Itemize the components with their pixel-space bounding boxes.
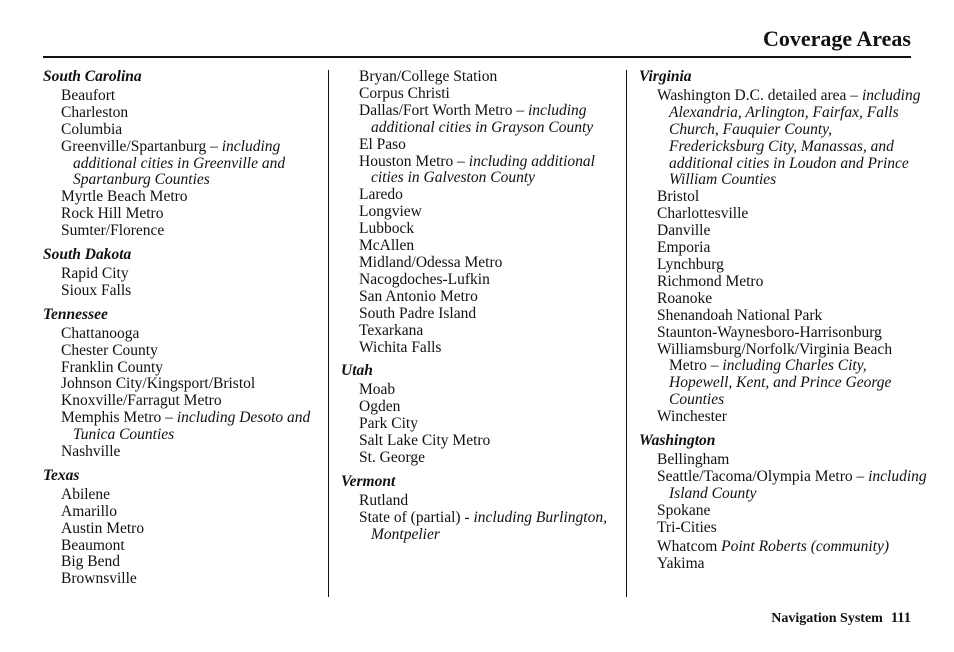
city-entry	[341, 238, 626, 255]
city-entry	[639, 274, 929, 291]
city-name: Moab	[359, 381, 396, 399]
city-entry	[341, 493, 626, 510]
city-entry	[341, 450, 626, 467]
city-name: Park City	[359, 415, 418, 433]
city-entry	[43, 538, 323, 555]
coverage-column-1	[43, 69, 323, 588]
city-entry	[43, 88, 323, 105]
column-divider	[626, 70, 627, 597]
city-name: Big Bend	[61, 553, 120, 571]
city-name: Bryan/College Station	[359, 68, 498, 85]
state-heading: Vermont	[341, 472, 396, 490]
city-entry	[341, 137, 626, 154]
city-name: Washington D.C. detailed area –	[657, 86, 862, 104]
city-entry	[639, 503, 929, 520]
city-entry	[341, 255, 626, 272]
city-entry	[341, 289, 626, 306]
city-entry	[43, 571, 323, 588]
city-entry	[341, 306, 626, 323]
state-heading: Tennessee	[43, 305, 108, 323]
coverage-note: including additional cities in Grayson County	[371, 101, 594, 136]
city-name: Lynchburg	[657, 255, 724, 273]
state-heading: Virginia	[639, 68, 692, 85]
city-entry	[639, 88, 929, 189]
city-name: Columbia	[61, 120, 123, 138]
city-name: Laredo	[359, 186, 403, 204]
city-name: Charlottesville	[657, 205, 749, 223]
city-name: Spokane	[657, 501, 711, 519]
city-name: Seattle/Tacoma/Olympia Metro –	[657, 467, 869, 485]
city-entry	[639, 325, 929, 342]
city-entry	[43, 444, 323, 461]
city-entry	[341, 340, 626, 357]
city-name: San Antonio Metro	[359, 287, 478, 305]
city-entry	[341, 69, 626, 86]
city-entry	[639, 206, 929, 223]
coverage-note: including Desoto and Tunica Counties	[73, 409, 311, 444]
city-name: Staunton-Waynesboro-Harrisonburg	[657, 323, 882, 341]
city-entry	[43, 189, 323, 206]
state-heading: Texas	[43, 466, 80, 484]
city-entry	[43, 410, 323, 444]
column-divider	[328, 70, 329, 597]
city-name: Midland/Odessa Metro	[359, 253, 503, 271]
city-entry	[341, 272, 626, 289]
coverage-note: including Island County	[669, 467, 927, 502]
state-section	[639, 69, 929, 426]
city-name: Memphis Metro –	[61, 409, 177, 427]
city-name: Abilene	[61, 485, 111, 503]
city-name: Austin Metro	[61, 519, 145, 537]
coverage-note: including additional cities in Greenville and Spartanburg Counties	[73, 137, 286, 189]
city-entry	[43, 326, 323, 343]
state-section	[639, 433, 929, 573]
city-name: Johnson City/Kingsport/Bristol	[61, 375, 256, 393]
city-entry	[639, 469, 929, 503]
coverage-note: including Burlington, Montpelier	[371, 508, 607, 543]
state-section	[43, 69, 323, 240]
city-entry	[43, 105, 323, 122]
city-entry	[341, 382, 626, 399]
city-entry	[43, 343, 323, 360]
city-entry	[341, 154, 626, 188]
city-entry	[43, 554, 323, 571]
city-name: Texarkana	[359, 321, 424, 339]
city-entry	[43, 521, 323, 538]
city-name: Chattanooga	[61, 324, 140, 342]
state-section	[43, 307, 323, 461]
city-name: Sioux Falls	[61, 281, 132, 299]
coverage-note: Point Roberts (community)	[721, 538, 890, 556]
city-entry	[341, 187, 626, 204]
city-entry	[43, 487, 323, 504]
city-name: Bellingham	[657, 450, 730, 468]
city-entry	[341, 204, 626, 221]
city-entry	[341, 221, 626, 238]
city-name: Salt Lake City Metro	[359, 432, 491, 450]
city-name: Amarillo	[61, 502, 117, 520]
city-name: Rock Hill Metro	[61, 205, 164, 223]
city-name: Tri-Cities	[657, 518, 717, 536]
city-name: Franklin County	[61, 358, 164, 376]
state-section	[43, 247, 323, 300]
city-name: Shenandoah National Park	[657, 306, 823, 324]
city-entry	[639, 308, 929, 325]
city-entry	[341, 399, 626, 416]
city-entry	[341, 510, 626, 544]
city-name: Ogden	[359, 398, 401, 416]
city-name: Rutland	[359, 491, 409, 509]
coverage-column-2	[341, 69, 626, 543]
city-entry	[341, 103, 626, 137]
state-heading: Utah	[341, 362, 373, 380]
city-name: Yakima	[657, 555, 705, 573]
city-entry	[43, 266, 323, 283]
state-heading: South Carolina	[43, 68, 142, 85]
city-entry	[639, 291, 929, 308]
city-name: Williamsburg/Norfolk/Virginia Beach Metro –	[657, 340, 893, 375]
city-entry	[341, 416, 626, 433]
city-entry	[639, 409, 929, 426]
city-entry	[43, 206, 323, 223]
coverage-note: including additional cities in Galveston County	[371, 152, 595, 187]
city-entry	[639, 539, 929, 556]
city-entry	[341, 323, 626, 340]
city-name: Charleston	[61, 103, 129, 121]
city-name: Nacogdoches-Lufkin	[359, 270, 490, 288]
city-name: Chester County	[61, 341, 158, 359]
city-entry	[639, 342, 929, 410]
city-name: Greenville/Spartanburg –	[61, 137, 222, 155]
city-name: McAllen	[359, 237, 415, 255]
footer-label: Navigation System	[771, 611, 883, 626]
city-entry	[43, 122, 323, 139]
state-heading: South Dakota	[43, 246, 132, 264]
state-section	[341, 69, 626, 356]
city-entry	[639, 556, 929, 573]
city-entry	[43, 360, 323, 377]
city-name: Sumter/Florence	[61, 222, 165, 240]
city-entry	[43, 393, 323, 410]
city-name: Emporia	[657, 239, 711, 257]
city-entry	[43, 283, 323, 300]
city-entry	[43, 223, 323, 240]
header-rule	[43, 56, 911, 58]
city-entry	[639, 223, 929, 240]
city-name: Myrtle Beach Metro	[61, 188, 188, 206]
city-entry	[43, 504, 323, 521]
city-name: Longview	[359, 203, 422, 221]
city-entry	[639, 520, 929, 537]
coverage-column-3	[639, 69, 929, 573]
city-entry	[639, 240, 929, 257]
state-section	[43, 468, 323, 588]
page-title: Coverage Areas	[762, 26, 911, 51]
city-name: State of (partial) -	[359, 508, 474, 526]
state-heading: Washington	[639, 432, 716, 450]
city-entry	[43, 139, 323, 190]
city-entry	[341, 433, 626, 450]
city-name: Danville	[657, 222, 711, 240]
state-section	[341, 474, 626, 544]
city-name: Brownsville	[61, 570, 137, 588]
city-name: St. George	[359, 448, 426, 466]
city-entry	[639, 257, 929, 274]
city-name: Dallas/Fort Worth Metro –	[359, 101, 528, 119]
city-name: Rapid City	[61, 264, 129, 282]
city-entry	[43, 376, 323, 393]
city-name: South Padre Island	[359, 304, 477, 322]
page-footer	[771, 610, 911, 627]
page-number: 111	[890, 610, 911, 626]
city-name: Lubbock	[359, 220, 415, 238]
city-name: Nashville	[61, 443, 121, 461]
coverage-note: including Charles City, Hopewell, Kent, and Prince George Counties	[669, 357, 892, 409]
city-name: Winchester	[657, 408, 727, 426]
city-name: El Paso	[359, 135, 406, 153]
city-name: Knoxville/Farragut Metro	[61, 392, 222, 410]
city-name: Beaumont	[61, 536, 125, 554]
city-entry	[341, 86, 626, 103]
city-name: Wichita Falls	[359, 338, 442, 356]
city-name: Whatcom	[657, 538, 722, 556]
city-name: Bristol	[657, 188, 700, 206]
city-entry	[639, 189, 929, 206]
city-name: Houston Metro –	[359, 152, 469, 170]
city-entry	[639, 452, 929, 469]
state-section	[341, 363, 626, 466]
city-name: Corpus Christi	[359, 84, 450, 102]
city-name: Richmond Metro	[657, 272, 764, 290]
city-name: Roanoke	[657, 289, 713, 307]
coverage-note: including Alexandria, Arlington, Fairfax, Falls Church, Fauquier County, Fredericksburg City, Manassas, and additional cities in Loudon and Prince William Counties	[669, 86, 921, 189]
city-name: Beaufort	[61, 86, 116, 104]
